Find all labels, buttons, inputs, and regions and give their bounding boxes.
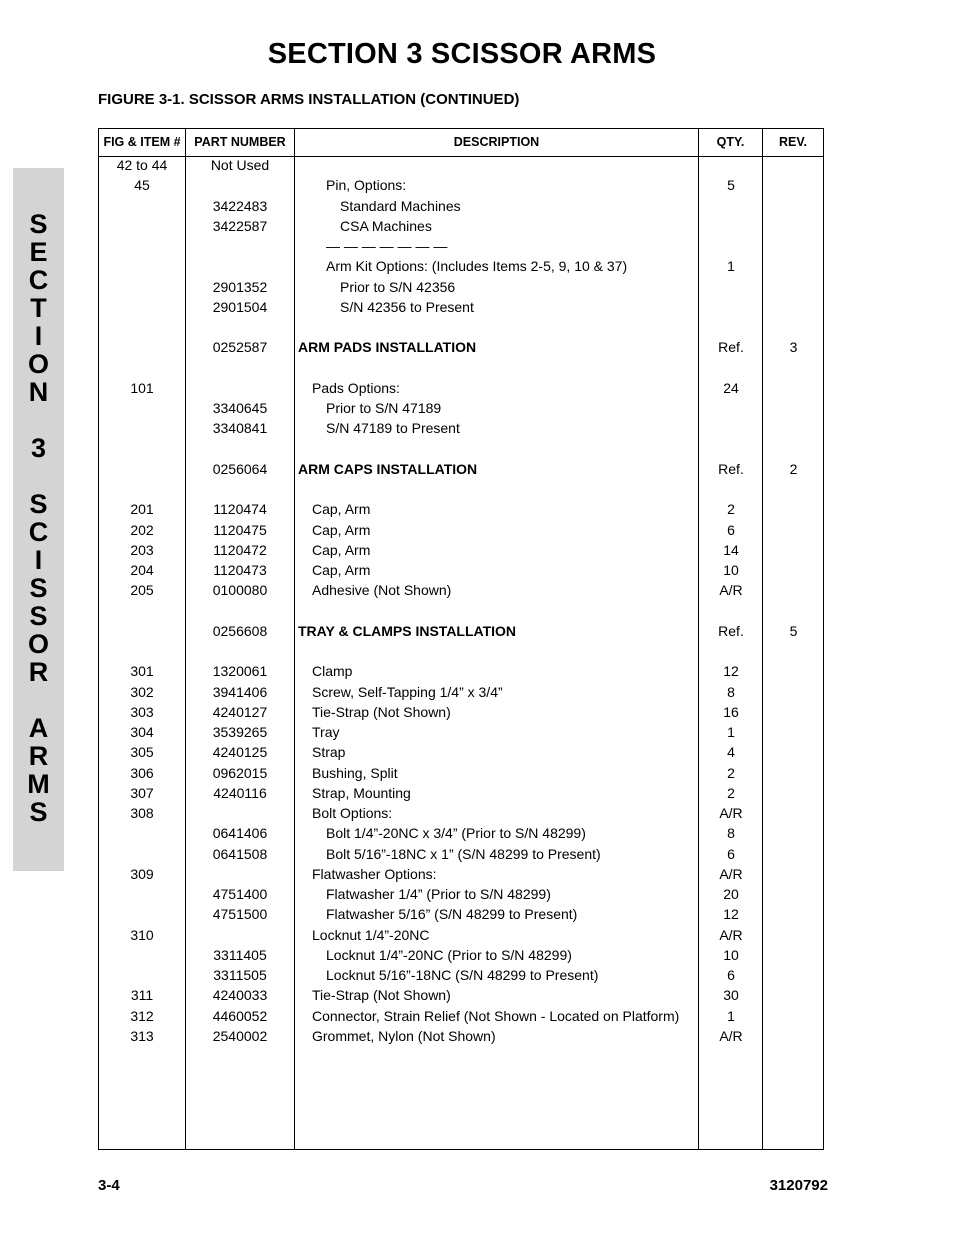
qty-cell: 1 bbox=[727, 1007, 735, 1024]
fig-item-cell: 311 bbox=[130, 987, 154, 1004]
description-cell: CSA Machines bbox=[340, 217, 432, 234]
parts-table bbox=[98, 128, 824, 1150]
part-number-cell: 3422587 bbox=[212, 217, 268, 234]
description-cell: Cap, Arm bbox=[312, 541, 371, 558]
header-fig-item: FIG & ITEM # bbox=[103, 135, 181, 149]
section-side-tab bbox=[13, 168, 64, 871]
table-row bbox=[99, 580, 823, 600]
description-cell: Strap bbox=[312, 744, 346, 761]
fig-item-cell: 101 bbox=[130, 379, 154, 396]
part-number-cell: 2901352 bbox=[212, 278, 268, 295]
fig-item-cell: 310 bbox=[130, 926, 154, 943]
description-cell: Flatwasher 5/16” (S/N 48299 to Present) bbox=[326, 906, 578, 923]
table-row bbox=[99, 742, 823, 762]
description-cell: Cap, Arm bbox=[312, 521, 371, 538]
description-cell: Arm Kit Options: (Includes Items 2-5, 9, 10 & 37) bbox=[326, 258, 628, 275]
table-row bbox=[99, 884, 823, 904]
fig-item-cell: 303 bbox=[130, 703, 154, 720]
table-row bbox=[99, 864, 823, 884]
table-row bbox=[99, 297, 823, 317]
qty-cell: A/R bbox=[719, 805, 743, 821]
fig-item-cell: 201 bbox=[130, 501, 154, 518]
table-row bbox=[99, 256, 823, 276]
qty-cell: Ref. bbox=[718, 339, 744, 356]
description-cell: Locknut 1/4”-20NC bbox=[312, 926, 430, 943]
fig-item-cell: 202 bbox=[130, 521, 154, 538]
part-number-cell: 3422483 bbox=[212, 197, 268, 214]
part-number-cell: 0100080 bbox=[212, 582, 268, 599]
fig-item-cell: 306 bbox=[130, 764, 154, 781]
side-tab-letter: A bbox=[28, 713, 49, 743]
part-number-cell: 1120473 bbox=[213, 562, 267, 578]
table-row bbox=[99, 945, 823, 965]
qty-cell: A/R bbox=[719, 865, 743, 882]
qty-cell: 2 bbox=[727, 764, 735, 781]
table-row bbox=[99, 601, 823, 621]
qty-cell: 8 bbox=[727, 825, 735, 842]
part-number-cell: 4751500 bbox=[212, 906, 268, 923]
table-row bbox=[99, 155, 823, 175]
description-cell: S/N 42356 to Present bbox=[340, 298, 474, 315]
qty-cell: Ref. bbox=[718, 460, 744, 477]
side-tab-letter: I bbox=[34, 545, 43, 575]
part-number-cell: 0252587 bbox=[212, 339, 268, 356]
table-row bbox=[99, 904, 823, 924]
part-number-cell: 0256064 bbox=[212, 460, 268, 477]
side-tab-letter: S bbox=[29, 209, 48, 239]
description-cell: Connector, Strain Relief (Not Shown - Located on Platform) bbox=[312, 1007, 680, 1024]
description-cell: Prior to S/N 42356 bbox=[340, 278, 456, 295]
side-tab-letter: S bbox=[29, 797, 48, 827]
side-tab-letter: E bbox=[29, 237, 48, 267]
table-row bbox=[99, 641, 823, 661]
side-tab-letter: C bbox=[28, 517, 49, 547]
rev-cell: 5 bbox=[789, 622, 798, 639]
table-row bbox=[99, 803, 823, 823]
description-cell: Flatwasher 1/4” (Prior to S/N 48299) bbox=[326, 886, 551, 902]
description-cell: Prior to S/N 47189 bbox=[326, 400, 442, 416]
side-tab-letter: M bbox=[27, 769, 50, 799]
part-number-cell: 1120472 bbox=[213, 541, 267, 558]
qty-cell: Ref. bbox=[718, 622, 744, 639]
part-number-cell: 0641508 bbox=[212, 845, 268, 862]
part-number-cell: 3340645 bbox=[212, 400, 268, 416]
side-tab-letter: O bbox=[27, 629, 49, 659]
table-row bbox=[99, 702, 823, 722]
part-number-cell: 2540002 bbox=[212, 1027, 268, 1044]
qty-cell: 12 bbox=[723, 663, 739, 680]
part-number-cell: 2901504 bbox=[212, 298, 268, 315]
table-row bbox=[99, 459, 823, 479]
side-tab-letter: R bbox=[28, 657, 49, 687]
table-row bbox=[99, 337, 823, 357]
qty-cell: 16 bbox=[723, 703, 739, 720]
qty-cell: 2 bbox=[727, 501, 735, 518]
page-number: 3-4 bbox=[98, 1177, 120, 1194]
description-cell: Bolt Options: bbox=[312, 805, 393, 821]
qty-cell: 12 bbox=[723, 906, 739, 923]
table-row bbox=[99, 540, 823, 560]
table-row bbox=[99, 763, 823, 783]
part-number-cell: 4240125 bbox=[212, 744, 268, 761]
description-cell: Locknut 1/4”-20NC (Prior to S/N 48299) bbox=[326, 946, 572, 963]
fig-item-cell: 205 bbox=[130, 582, 154, 599]
fig-item-cell: 301 bbox=[130, 663, 154, 680]
part-number-cell: 1320061 bbox=[212, 663, 268, 680]
description-cell: Standard Machines bbox=[340, 197, 461, 214]
part-number-cell: 3941406 bbox=[212, 683, 268, 700]
fig-item-cell: 305 bbox=[130, 744, 154, 761]
header-qty: QTY. bbox=[716, 135, 745, 149]
table-row bbox=[99, 499, 823, 519]
fig-item-cell: 313 bbox=[130, 1027, 154, 1044]
part-number-cell: 4240127 bbox=[212, 703, 268, 720]
side-tab-letter: S bbox=[29, 601, 48, 631]
qty-cell: 5 bbox=[727, 177, 735, 194]
table-row bbox=[99, 175, 823, 195]
description-cell: Pin, Options: bbox=[326, 177, 407, 194]
table-row bbox=[99, 398, 823, 418]
table-row bbox=[99, 823, 823, 843]
side-tab-letter: I bbox=[34, 321, 43, 351]
header-rev: REV. bbox=[778, 135, 808, 149]
table-row bbox=[99, 378, 823, 398]
qty-cell: 6 bbox=[727, 967, 735, 983]
table-row bbox=[99, 317, 823, 337]
part-number-cell: 0962015 bbox=[212, 764, 268, 781]
description-cell: Bushing, Split bbox=[312, 764, 398, 781]
part-number-cell: 4240033 bbox=[212, 987, 268, 1004]
description-cell: Bolt 1/4”-20NC x 3/4” (Prior to S/N 48299) bbox=[326, 825, 586, 842]
table-row bbox=[99, 358, 823, 378]
table-row bbox=[99, 196, 823, 216]
side-tab-letter: S bbox=[29, 573, 48, 603]
qty-cell: 24 bbox=[723, 379, 739, 396]
table-row bbox=[99, 965, 823, 985]
qty-cell: 8 bbox=[727, 683, 735, 700]
fig-item-cell: 45 bbox=[134, 177, 150, 194]
qty-cell: 30 bbox=[723, 987, 739, 1004]
table-row bbox=[99, 560, 823, 580]
side-tab-letter: T bbox=[30, 293, 47, 323]
part-number-cell: 4240116 bbox=[213, 784, 267, 801]
table-row bbox=[99, 418, 823, 438]
part-number-cell: Not Used bbox=[210, 157, 270, 173]
qty-cell: A/R bbox=[719, 926, 743, 943]
table-row bbox=[99, 722, 823, 742]
qty-cell: A/R bbox=[719, 1027, 743, 1044]
description-cell: Tie-Strap (Not Shown) bbox=[312, 987, 451, 1004]
side-tab-letter: O bbox=[27, 349, 49, 379]
qty-cell: A/R bbox=[719, 582, 743, 599]
side-tab-letter: R bbox=[28, 741, 49, 771]
description-cell: TRAY & CLAMPS INSTALLATION bbox=[298, 622, 517, 639]
description-cell: Tie-Strap (Not Shown) bbox=[312, 703, 451, 720]
side-tab-letter: S bbox=[29, 489, 48, 519]
document-number: 3120792 bbox=[769, 1177, 828, 1194]
part-number-cell: 3311505 bbox=[213, 967, 267, 983]
fig-item-cell: 304 bbox=[130, 724, 154, 740]
part-number-cell: 0641406 bbox=[212, 825, 268, 842]
qty-cell: 14 bbox=[723, 541, 739, 558]
side-tab-letter: 3 bbox=[30, 433, 47, 463]
table-row bbox=[99, 277, 823, 297]
qty-cell: 4 bbox=[727, 744, 735, 761]
table-row bbox=[99, 661, 823, 681]
part-number-cell: 3311405 bbox=[213, 946, 267, 963]
header-part-number: PART NUMBER bbox=[194, 135, 286, 149]
table-row bbox=[99, 844, 823, 864]
description-cell: — — — — — — — bbox=[326, 238, 448, 254]
section-title: SECTION 3 SCISSOR ARMS bbox=[267, 38, 657, 70]
part-number-cell: 1120475 bbox=[213, 521, 267, 538]
description-cell: Grommet, Nylon (Not Shown) bbox=[312, 1027, 496, 1044]
description-cell: Cap, Arm bbox=[312, 562, 371, 578]
part-number-cell: 3539265 bbox=[212, 724, 268, 740]
qty-cell: 6 bbox=[727, 845, 735, 862]
table-row bbox=[99, 985, 823, 1005]
fig-item-cell: 42 to 44 bbox=[116, 157, 168, 173]
description-cell: ARM CAPS INSTALLATION bbox=[298, 460, 478, 477]
description-cell: Tray bbox=[312, 724, 340, 740]
part-number-cell: 4460052 bbox=[212, 1007, 268, 1024]
fig-item-cell: 204 bbox=[130, 562, 154, 578]
description-cell: Flatwasher Options: bbox=[312, 865, 437, 882]
fig-item-cell: 312 bbox=[130, 1007, 154, 1024]
part-number-cell: 1120474 bbox=[213, 501, 267, 518]
table-row bbox=[99, 621, 823, 641]
table-row bbox=[99, 1026, 823, 1046]
fig-item-cell: 309 bbox=[130, 865, 154, 882]
fig-item-cell: 307 bbox=[130, 784, 154, 801]
table-row bbox=[99, 783, 823, 803]
description-cell: Screw, Self-Tapping 1/4” x 3/4” bbox=[312, 683, 503, 700]
qty-cell: 1 bbox=[727, 258, 735, 275]
qty-cell: 10 bbox=[723, 946, 739, 963]
table-row bbox=[99, 236, 823, 256]
rev-cell: 2 bbox=[789, 460, 798, 477]
part-number-cell: 4751400 bbox=[212, 886, 268, 902]
table-row bbox=[99, 925, 823, 945]
description-cell: Pads Options: bbox=[312, 379, 400, 396]
table-row bbox=[99, 520, 823, 540]
side-tab-letter: C bbox=[28, 265, 49, 295]
table-row bbox=[99, 682, 823, 702]
description-cell: S/N 47189 to Present bbox=[326, 420, 460, 437]
table-row bbox=[99, 216, 823, 236]
qty-cell: 20 bbox=[723, 886, 739, 902]
qty-cell: 2 bbox=[727, 784, 735, 801]
table-row bbox=[99, 479, 823, 499]
table-row bbox=[99, 439, 823, 459]
description-cell: Cap, Arm bbox=[312, 501, 371, 518]
description-cell: Clamp bbox=[312, 663, 353, 680]
fig-item-cell: 308 bbox=[130, 805, 154, 821]
description-cell: Locknut 5/16”-18NC (S/N 48299 to Present) bbox=[326, 967, 599, 983]
header-description: DESCRIPTION bbox=[453, 135, 540, 149]
rev-cell: 3 bbox=[789, 339, 798, 356]
part-number-cell: 3340841 bbox=[212, 420, 268, 437]
description-cell: Bolt 5/16”-18NC x 1” (S/N 48299 to Present) bbox=[326, 845, 601, 862]
description-cell: Strap, Mounting bbox=[312, 784, 411, 801]
part-number-cell: 0256608 bbox=[212, 622, 268, 639]
fig-item-cell: 203 bbox=[130, 541, 154, 558]
figure-title: FIGURE 3-1. SCISSOR ARMS INSTALLATION (CONTINUED) bbox=[98, 91, 520, 108]
qty-cell: 6 bbox=[727, 521, 735, 538]
description-cell: Adhesive (Not Shown) bbox=[312, 582, 452, 599]
table-row bbox=[99, 1006, 823, 1026]
side-tab-letter: N bbox=[28, 377, 49, 407]
fig-item-cell: 302 bbox=[130, 683, 154, 700]
qty-cell: 10 bbox=[723, 562, 739, 578]
description-cell: ARM PADS INSTALLATION bbox=[298, 339, 477, 356]
qty-cell: 1 bbox=[727, 724, 735, 740]
